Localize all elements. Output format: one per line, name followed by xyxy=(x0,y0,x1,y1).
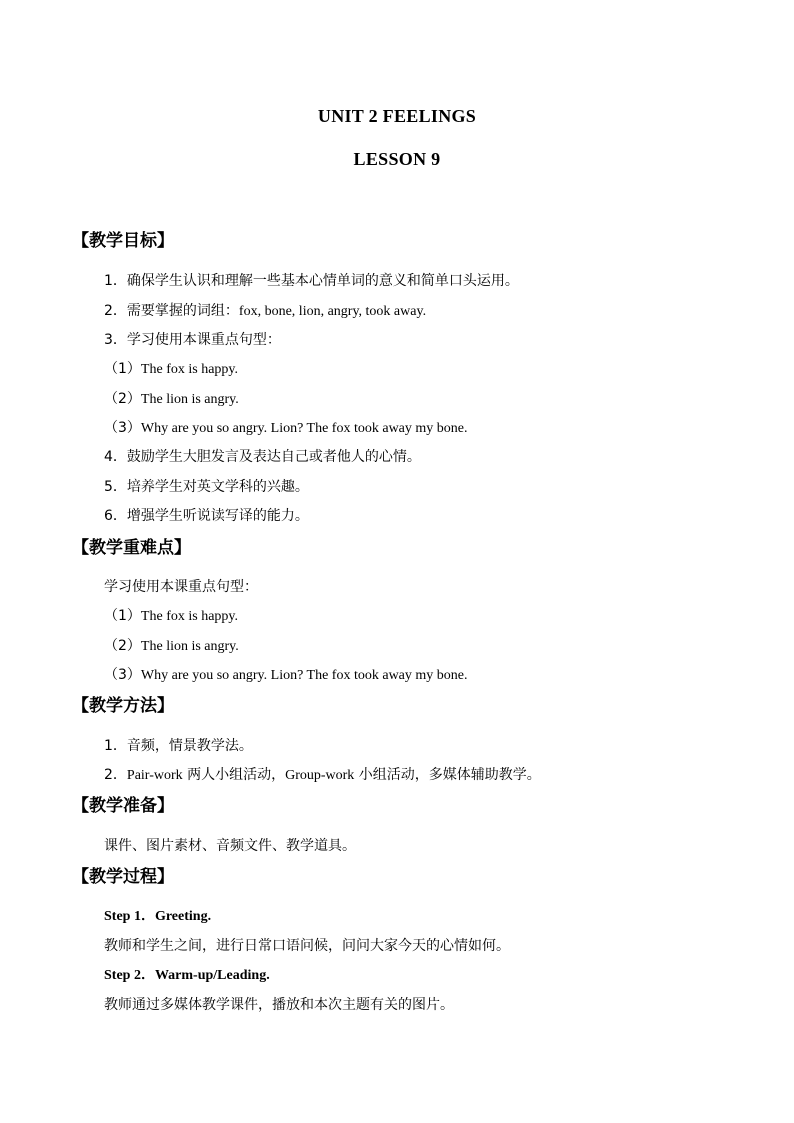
objective-item-3: 3．学习使用本课重点句型： xyxy=(104,332,281,348)
objective-item-4: 4．鼓励学生大胆发言及表达自己或者他人的心情。 xyxy=(104,449,421,465)
key-points-intro: 学习使用本课重点句型： xyxy=(104,579,258,595)
method-item-2 xyxy=(104,766,541,785)
pattern-number: （2） xyxy=(104,391,141,407)
pattern-number: （3） xyxy=(104,420,141,436)
pattern-text: The fox is happy. xyxy=(140,609,238,624)
unit-title: UNIT 2 FEELINGS xyxy=(317,106,477,126)
objective-pattern-3 xyxy=(104,419,468,438)
objective-item-2-prefix: 2．需要掌握的词组： xyxy=(104,303,239,319)
method-pair-work-desc: 两人小组活动， xyxy=(182,767,286,783)
process-heading: 【教学过程】 xyxy=(72,867,174,887)
method-item-1: 1．音频，情景教学法。 xyxy=(104,738,253,754)
step-2-text: 教师通过多媒体教学课件，播放和本次主题有关的图片。 xyxy=(104,997,454,1013)
methods-heading: 【教学方法】 xyxy=(72,696,174,716)
preparation-text: 课件、图片素材、音频文件、教学道具。 xyxy=(104,838,356,854)
objective-item-5: 5．培养学生对英文学科的兴趣。 xyxy=(104,479,309,495)
pattern-text: The lion is angry. xyxy=(140,639,239,654)
preparation-heading: 【教学准备】 xyxy=(72,796,174,816)
step-1-text: 教师和学生之间，进行日常口语问候，问问大家今天的心情如何。 xyxy=(104,938,510,954)
method-item-2-prefix: 2． xyxy=(104,767,127,783)
step-2-title: Step 2．Warm-up/Leading. xyxy=(104,968,270,983)
pattern-number: （1） xyxy=(104,361,141,377)
objective-item-6: 6．增强学生听说读写译的能力。 xyxy=(104,508,309,524)
pattern-text: Why are you so angry. Lion? The fox took away my bone. xyxy=(140,421,468,436)
method-group-work: Group-work xyxy=(285,768,355,783)
pattern-text: Why are you so angry. Lion? The fox took away my bone. xyxy=(140,668,468,683)
pattern-text: The lion is angry. xyxy=(140,392,239,407)
pattern-text: The fox is happy. xyxy=(140,362,238,377)
key-pattern-2 xyxy=(104,637,239,656)
method-group-work-desc: 小组活动，多媒体辅助教学。 xyxy=(354,767,541,783)
objective-item-2 xyxy=(104,302,426,321)
objective-item-2-words: fox, bone, lion, angry, took away. xyxy=(238,304,427,319)
lesson-title: LESSON 9 xyxy=(353,149,441,169)
step-1-title: Step 1．Greeting. xyxy=(104,909,212,924)
method-pair-work: Pair-work xyxy=(126,768,183,783)
pattern-number: （1） xyxy=(104,608,141,624)
key-points-heading: 【教学重难点】 xyxy=(72,538,191,558)
objective-item-1: 1．确保学生认识和理解一些基本心情单词的意义和简单口头运用。 xyxy=(104,273,519,289)
objective-pattern-1 xyxy=(104,360,238,379)
key-pattern-1 xyxy=(104,607,238,626)
pattern-number: （3） xyxy=(104,667,141,683)
key-pattern-3 xyxy=(104,666,468,685)
objective-pattern-2 xyxy=(104,390,239,409)
objectives-heading: 【教学目标】 xyxy=(72,231,174,251)
pattern-number: （2） xyxy=(104,638,141,654)
